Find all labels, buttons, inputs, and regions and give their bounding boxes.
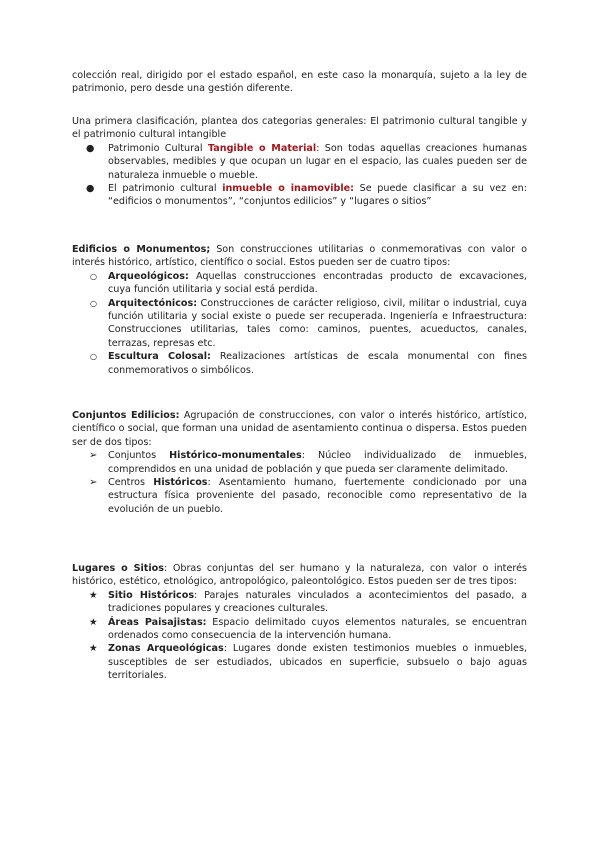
list-item: ➢ Centros Históricos: Asentamiento humano, fuertemente condicionado por una estructura física proveniente del pasado, reconocible como representativo de la evolución de un pueblo.	[89, 477, 527, 515]
arrowhead-bullet-icon: ➢	[89, 477, 98, 489]
list-item: ● Patrimonio Cultural Tangible o Material: Son todas aquellas creaciones humanas observables, medibles y que ocupan un lugar en el espacio, las cuales pueden ser de naturaleza inmueble o mueble.	[86, 142, 528, 181]
lugares-paragraph: Lugares o Sitios: Obras conjuntas del ser humano y la naturaleza, con valor o interés histórico, estético, etnológico, antropológico, paleontológico. Estos pueden ser de tres tipos:	[72, 563, 527, 588]
circle-bullet-icon: ○	[90, 271, 97, 281]
classification-paragraph: Una primera clasificación, plantea dos categorias generales: El patrimonio cultural tangible y el patrimonio cultural intangible	[72, 116, 527, 141]
circle-bullet-icon: ○	[90, 352, 97, 362]
section-title: Conjuntos Edilicios:	[72, 410, 180, 421]
list-item: ● El patrimonio cultural inmueble o inamovible: Se puede clasificar a su vez en: “edificios o monumentos”, “conjuntos edilicios” y “lugares o sitios”	[86, 183, 527, 208]
highlight-term: Tangible o Material	[207, 142, 317, 154]
arrowhead-bullet-icon: ➢	[89, 450, 98, 462]
list-item: ➢ Conjuntos Histórico-monumentales: Núcleo individualizado de inmuebles, comprendidos en una unidad de población y que pueda ser claramente delimitado.	[89, 450, 527, 475]
list-item: ★ Áreas Paisajistas: Espacio delimitado cuyos elementos naturales, se encuentran ordenados como consecuencia de la intervención humana.	[89, 616, 527, 642]
edificios-list	[72, 270, 527, 377]
star-bullet-icon: ★	[89, 643, 98, 655]
lugares-section	[72, 562, 527, 683]
list-item: ○ Escultura Colosal: Realizaciones artísticas de escala monumental con fines conmemorativos o simbólicos.	[90, 351, 527, 376]
classification-section	[72, 115, 527, 209]
list-item: ★ Zonas Arqueológicas: Lugares donde existen testimonios muebles o inmuebles, susceptibles de ser estudiados, ubicados en superficie, subsuelo o bajo aguas territoriales.	[89, 643, 527, 682]
list-item: ○ Arquitectónicos: Construcciones de carácter religioso, civil, militar o industrial, cuya función utilitaria y social existe o puede ser recuperada. Ingeniería e Infraestructura: Construcciones utilitarias, tales como: caminos, puentes, acueductos, canales, terrazas, represas etc.	[90, 297, 527, 349]
classification-list	[72, 142, 527, 209]
conjuntos-section	[72, 409, 527, 516]
edificios-section	[72, 243, 527, 377]
highlight-term: inmueble o inamovible:	[222, 183, 354, 195]
edificios-paragraph: Edificios o Monumentos; Son construcciones utilitarias o conmemorativas con valor o interés histórico, artístico, científico o social. Estos pueden ser de cuatro tipos:	[72, 244, 527, 269]
section-title: Edificios o Monumentos;	[72, 244, 211, 255]
bullet-icon: ●	[86, 142, 95, 154]
circle-bullet-icon: ○	[90, 298, 97, 308]
section-title: Lugares o Sitios	[72, 563, 164, 574]
intro-paragraph: colección real, dirigido por el estado español, en este caso la monarquía, sujeto a la ley de patrimonio, pero desde una gestión diferente.	[72, 70, 527, 95]
bullet-icon: ●	[86, 183, 95, 195]
conjuntos-paragraph: Conjuntos Edilicios: Agrupación de construcciones, con valor o interés histórico, artístico, científico o social, que forman una unidad de asentamiento continua o dispersa. Estos pueden ser de dos tipos:	[72, 410, 527, 448]
star-bullet-icon: ★	[89, 589, 98, 601]
lugares-list	[72, 589, 527, 683]
star-bullet-icon: ★	[89, 616, 98, 628]
list-item: ○ Arqueológicos: Aquellas construcciones encontradas producto de excavaciones, cuya función utilitaria y social está perdida.	[90, 270, 527, 296]
conjuntos-list	[72, 449, 527, 516]
intro-section	[72, 69, 527, 96]
list-item: ★ Sitio Históricos: Parajes naturales vinculados a acontecimientos del pasado, a tradiciones populares y creaciones culturales.	[89, 589, 527, 615]
